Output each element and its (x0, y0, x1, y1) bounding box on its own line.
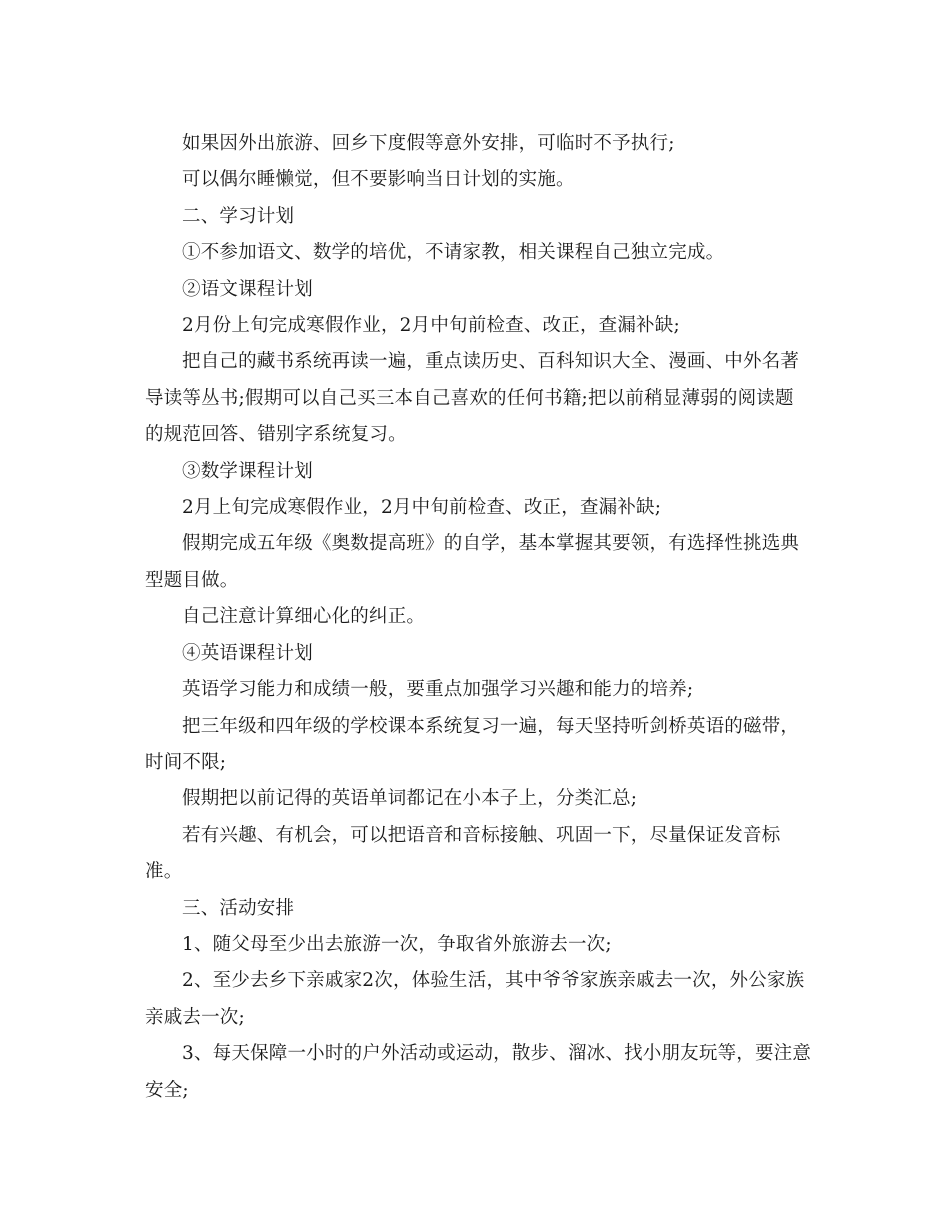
paragraph (145, 1036, 815, 1109)
paragraph (145, 526, 815, 599)
text-line: 若有兴趣、有机会，可以把语音和音标接触、巩固一下，尽量保证发音标 (182, 824, 781, 846)
paragraph (145, 454, 815, 490)
text-line: 的规范回答、错别字系统复习。 (145, 424, 407, 446)
paragraph (145, 126, 815, 162)
text-line: 二、学习计划 (182, 205, 295, 227)
text-line: ③数学课程计划 (182, 460, 313, 482)
paragraph (145, 199, 815, 235)
text-line: 把三年级和四年级的学校课本系统复习一遍，每天坚持听剑桥英语的磁带， (182, 715, 800, 737)
paragraph (145, 891, 815, 927)
text-line: 三、活动安排 (182, 897, 295, 919)
text-line: ①不参加语文、数学的培优，不请家教，相关课程自己独立完成。 (182, 242, 725, 264)
text-line: 1、随父母至少出去旅游一次，争取省外旅游去一次; (182, 933, 612, 955)
paragraph (145, 308, 815, 344)
paragraph (145, 162, 815, 198)
paragraph (145, 781, 815, 817)
paragraph (145, 709, 815, 782)
document-body (145, 126, 815, 1109)
text-line: 2、至少去乡下亲戚家2次，体验生活，其中爷爷家族亲戚去一次，外公家族 (182, 970, 805, 992)
text-line: 时间不限; (145, 751, 227, 773)
paragraph (145, 927, 815, 963)
text-line: 英语学习能力和成绩一般，要重点加强学习兴趣和能力的培养; (182, 679, 694, 701)
paragraph (145, 235, 815, 271)
text-line: 型题目做。 (145, 569, 239, 591)
paragraph (145, 636, 815, 672)
paragraph (145, 599, 815, 635)
text-line: 导读等丛书;假期可以自己买三本自己喜欢的任何书籍;把以前稍显薄弱的阅读题 (145, 387, 794, 409)
text-line: 可以偶尔睡懒觉，但不要影响当日计划的实施。 (182, 169, 575, 191)
paragraph (145, 963, 815, 1036)
text-line: 准。 (145, 861, 183, 883)
paragraph (145, 490, 815, 526)
paragraph (145, 672, 815, 708)
text-line: 3、每天保障一小时的户外活动或运动，散步、溜冰、找小朋友玩等，要注意 (182, 1043, 812, 1065)
text-line: 亲戚去一次; (145, 1006, 245, 1028)
text-line: 安全; (145, 1079, 189, 1101)
text-line: 把自己的藏书系统再读一遍，重点读历史、百科知识大全、漫画、中外名著 (182, 351, 800, 373)
paragraph (145, 272, 815, 308)
text-line: 假期把以前记得的英语单词都记在小本子上，分类汇总; (182, 788, 638, 810)
text-line: 如果因外出旅游、回乡下度假等意外安排，可临时不予执行; (182, 133, 675, 154)
paragraph (145, 344, 815, 453)
paragraph (145, 818, 815, 891)
text-line: ②语文课程计划 (182, 278, 313, 300)
text-line: 假期完成五年级《奥数提高班》的自学，基本掌握其要领，有选择性挑选典 (182, 533, 800, 555)
text-line: 2月上旬完成寒假作业，2月中旬前检查、改正，查漏补缺; (182, 497, 662, 519)
text-line: ④英语课程计划 (182, 642, 313, 664)
text-line: 2月份上旬完成寒假作业，2月中旬前检查、改正，查漏补缺; (182, 315, 680, 337)
text-line: 自己注意计算细心化的纠正。 (182, 606, 426, 628)
